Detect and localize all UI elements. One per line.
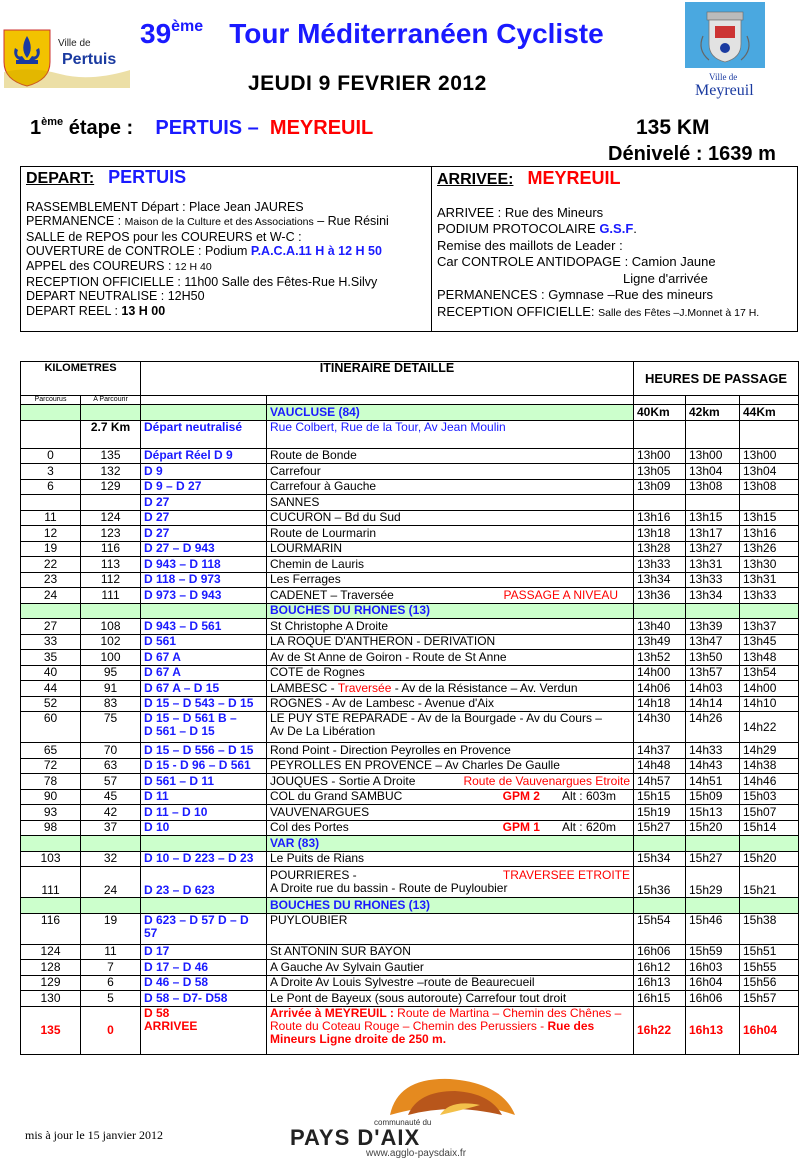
stage-elevation: Dénivelé : 1639 m (608, 143, 776, 165)
arrivee-box: ARRIVEE: MEYREUIL ARRIVEE : Rue des Mineurs PODIUM PROTOCOLAIRE G.S.F. Remise des maillots de Leader : Car CONTROLE ANTIDOPAGE : Camion Jaune Ligne d'arrivée PERMANENCES : Gymnase –Rue des mineurs RECEPTION OFFICIELLE: Salle des Fêtes –J.Monnet à 17 H. (437, 168, 760, 319)
update-date: mis à jour le 15 janvier 2012 (25, 1128, 163, 1142)
table-row: 44 91 D 67 A – D 15 LAMBESC - Traversée - Av de la Résistance – Av. Verdun 14h06 14h03 14h00 (21, 681, 799, 697)
table-row: 23 112 D 118 – D 973 Les Ferrages 13h34 13h33 13h31 (21, 572, 799, 588)
table-row: 2.7 Km Départ neutralisé Rue Colbert, Rue de la Tour, Av Jean Moulin (21, 420, 799, 448)
depart-box: DEPART: PERTUIS RASSEMBLEMENT Départ : Place Jean JAURES PERMANENCE : Maison de la Culture et des Associations – Rue Résini SALLE de REPOS pour les COUREURS et W-C : OUVERTURE de CONTROLE : Podium P.A.C.A.11 H à 12 H 50 APPEL des COUREURS : 12 H 40 RECEPTION OFFICIELLE : 11h00 Salle des Fêtes-Rue H.Silvy DEPART NEUTRALISE : 12H50 DEPART REEL : 13 H 00 (21, 167, 432, 331)
itinerary-table (20, 361, 799, 1055)
table-row: 0 135 Départ Réel D 9 Route de Bonde 13h00 13h00 13h00 (21, 448, 799, 464)
svg-text:Ville de: Ville de (709, 72, 738, 82)
region-row: VAUCLUSE (84) 40Km 42km 44Km (21, 405, 799, 421)
pertuis-logo (0, 22, 135, 88)
table-row: 129 6 D 46 – D 58 A Droite Av Louis Sylvestre –route de Beaurecueil 16h13 16h04 15h56 (21, 975, 799, 991)
table-row: 35 100 D 67 A Av de St Anne de Goiron - Route de St Anne 13h52 13h50 13h48 (21, 650, 799, 666)
stage-distance: 135 KM (636, 116, 710, 139)
pays-daix-logo (290, 1075, 530, 1158)
table-row: 124 11 D 17 St ANTONIN SUR BAYON 16h06 15h59 15h51 (21, 944, 799, 960)
table-row: 6 129 D 9 – D 27 Carrefour à Gauche 13h09 13h08 13h08 (21, 479, 799, 495)
header-itineraire: ITINERAIRE DETAILLE (141, 362, 634, 396)
table-row: 103 32 D 10 – D 223 – D 23 Le Puits de Rians 15h34 15h27 15h20 (21, 851, 799, 867)
info-panel (20, 166, 798, 332)
table-row: 111 24 D 23 – D 623 POURRIERES - TRAVERSEE ETROITE A Droite rue du bassin - Route de Puyloubier 15h36 15h29 15h21 (21, 867, 799, 898)
table-row: D 27 SANNES (21, 495, 799, 511)
table-row: 27 108 D 943 – D 561 St Christophe A Droite 13h40 13h39 13h37 (21, 619, 799, 635)
table-row: 98 37 D 10 Col des Portes Alt : 620m GPM 1 15h27 15h20 15h14 (21, 820, 799, 836)
region-row: VAR (83) (21, 836, 799, 852)
table-row: 40 95 D 67 A COTE de Rognes 14h00 13h57 13h54 (21, 665, 799, 681)
table-row: 116 19 D 623 – D 57 D – D 57 PUYLOUBIER 15h54 15h46 15h38 (21, 913, 799, 944)
table-row: 11 124 D 27 CUCURON – Bd du Sud 13h16 13h15 13h15 (21, 510, 799, 526)
table-row-arrivee: 135 0 D 58 ARRIVEE Arrivée à MEYREUIL : Route de Martina – Chemin des Chênes – Route du Coteau Rouge – Chemin des Perussiers - Rue des Mineurs Ligne droite de 250 m. 16h22 16h13 16h04 (21, 1006, 799, 1054)
svg-text:Ville de: Ville de (58, 38, 91, 49)
table-row: 78 57 D 561 – D 11 JOUQUES - Sortie A Droite Route de Vauvenargues Etroite 14h57 14h51 14h46 (21, 774, 799, 790)
table-row: 93 42 D 11 – D 10 VAUVENARGUES 15h19 15h13 15h07 (21, 805, 799, 821)
svg-text:Meyreuil: Meyreuil (695, 82, 754, 99)
rows-vaucluse (21, 448, 799, 603)
table-header (21, 362, 799, 396)
table-row: 3 132 D 9 Carrefour 13h05 13h04 13h04 (21, 464, 799, 480)
header-kilometres: KILOMETRES (21, 362, 141, 396)
race-title: 39ème Tour Méditerranéen Cycliste (140, 18, 604, 49)
rows-bdr-2 (21, 743, 799, 774)
table-row: 65 70 D 15 – D 556 – D 15 Rond Point - Direction Peyrolles en Provence 14h37 14h33 14h29 (21, 743, 799, 759)
table-row: 90 45 D 11 COL du Grand SAMBUC Alt : 603m GPM 2 15h15 15h09 15h03 (21, 789, 799, 805)
rows-bdr-3 (21, 944, 799, 1006)
svg-text:communauté du: communauté du (374, 1118, 432, 1127)
svg-text:Pertuis: Pertuis (62, 51, 117, 68)
region-row: BOUCHES DU RHONES (13) (21, 898, 799, 914)
region-row: BOUCHES DU RHONES (13) (21, 603, 799, 619)
subheader: Parcourus A Parcourir (21, 396, 799, 405)
svg-text:www.agglo-paysdaix.fr: www.agglo-paysdaix.fr (366, 1148, 467, 1158)
table-row: 72 63 D 15 - D 96 – D 561 PEYROLLES EN PROVENCE – Av Charles De Gaulle 14h48 14h43 14h38 (21, 758, 799, 774)
table-row: 52 83 D 15 – D 543 – D 15 ROGNES - Av de Lambesc - Avenue d'Aix 14h18 14h14 14h10 (21, 696, 799, 712)
table-row: 128 7 D 17 – D 46 A Gauche Av Sylvain Gautier 16h12 16h03 15h55 (21, 960, 799, 976)
stage-line: 1ème étape : PERTUIS – MEYREUIL (30, 116, 374, 139)
table-row: 22 113 D 943 – D 118 Chemin de Lauris 13h33 13h31 13h30 (21, 557, 799, 573)
svg-text:PAYS D'AIX: PAYS D'AIX (290, 1125, 421, 1150)
table-row: 130 5 D 58 – D7- D58 Le Pont de Bayeux (sous autoroute) Carrefour tout droit 16h15 16h06 15h57 (21, 991, 799, 1007)
race-date: JEUDI 9 FEVRIER 2012 (248, 72, 487, 95)
table-row: 19 116 D 27 – D 943 LOURMARIN 13h28 13h27 13h26 (21, 541, 799, 557)
table-row: 12 123 D 27 Route de Lourmarin 13h18 13h17 13h16 (21, 526, 799, 542)
meyreuil-logo (685, 0, 765, 100)
header-heures: HEURES DE PASSAGE (634, 362, 799, 396)
table-row: 60 75 D 15 – D 561 B – D 561 – D 15 LE PUY STE REPARADE - Av de la Bourgade - Av du Cours – Av De La Libération 14h30 14h26 14h22 (21, 712, 799, 743)
table-row: 24 111 D 973 – D 943 CADENET – Traversée PASSAGE A NIVEAU 13h36 13h34 13h33 (21, 588, 799, 604)
rows-bdr-1 (21, 619, 799, 681)
table-row: 33 102 D 561 LA ROQUE D'ANTHERON - DERIVATION 13h49 13h47 13h45 (21, 634, 799, 650)
